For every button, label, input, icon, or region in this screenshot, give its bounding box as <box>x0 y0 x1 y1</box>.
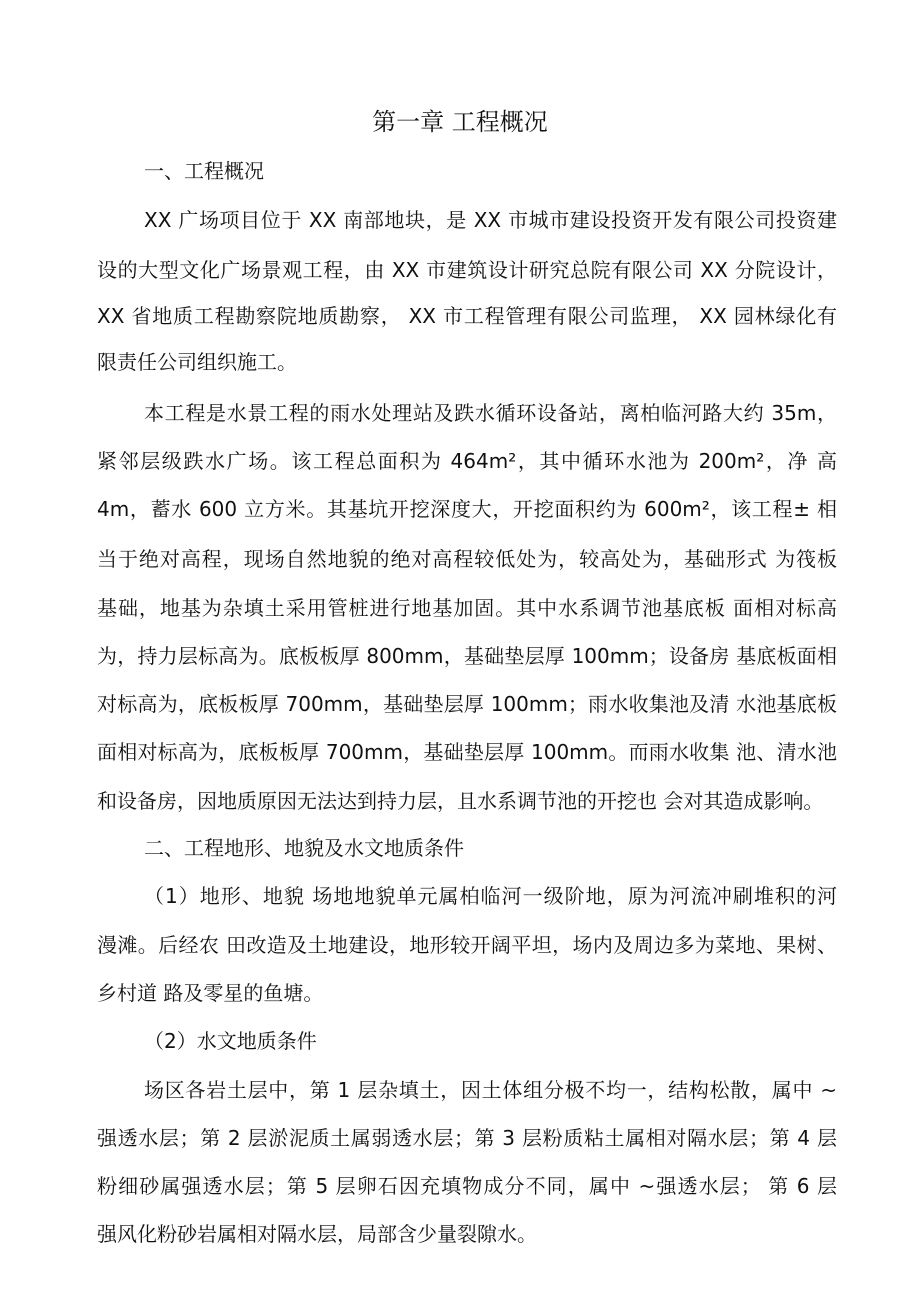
paragraph-line: 强透水层；第 2 层淤泥质土属弱透水层；第 3 层粉质粘土属相对隔水层；第 4 层 <box>97 1126 837 1150</box>
paragraph-line: 对标高为，底板板厚 700mm，基础垫层厚 100mm；雨水收集池及清 水池基底板 <box>97 692 837 716</box>
subsection-heading-hydrogeology: （2）水文地质条件 <box>144 1029 317 1053</box>
paragraph-line: （1）地形、地貌 场地地貌单元属柏临河一级阶地，原为河流冲刷堆积的河 <box>144 884 837 908</box>
section-heading-overview: 一、工程概况 <box>144 159 264 183</box>
paragraph-line: 当于绝对高程，现场自然地貌的绝对高程较低处为，较高处为，基础形式 为筏板 <box>97 547 837 571</box>
paragraph-line: XX 省地质工程勘察院地质勘察， XX 市工程管理有限公司监理， XX 园林绿化有 <box>97 304 837 328</box>
paragraph-line: XX 广场项目位于 XX 南部地块，是 XX 市城市建设投资开发有限公司投资建 <box>144 208 837 232</box>
chapter-title: 第一章 工程概况 <box>372 108 548 136</box>
paragraph-line: 和设备房，因地质原因无法达到持力层，且水系调节池的开挖也 会对其造成影响。 <box>97 789 824 813</box>
section-heading-terrain: 二、工程地形、地貌及水文地质条件 <box>144 836 464 860</box>
paragraph-line: 紧邻层级跌水广场。该工程总面积为 464m²，其中循环水池为 200m²，净 高 <box>97 449 837 473</box>
paragraph-line: 基础，地基为杂填土采用管桩进行地基加固。其中水系调节池基底板 面相对标高 <box>97 596 837 620</box>
paragraph-line: 限责任公司组织施工。 <box>97 350 297 374</box>
paragraph-line: 漫滩。后经农 田改造及土地建设，地形较开阔平坦，场内及周边多为菜地、果树、 <box>97 933 837 957</box>
paragraph-line: 粉细砂属强透水层；第 5 层卵石因充填物成分不同，属中 ~强透水层； 第 6 层 <box>97 1174 837 1198</box>
paragraph-line: 4m，蓄水 600 立方米。其基坑开挖深度大，开挖面积约为 600m²，该工程± 相 <box>97 497 837 521</box>
paragraph-line: 场区各岩土层中，第 1 层杂填土，因土体组分极不均一，结构松散，属中 ~ <box>144 1078 837 1102</box>
paragraph-line: 强风化粉砂岩属相对隔水层，局部含少量裂隙水。 <box>97 1222 537 1246</box>
paragraph-line: 乡村道 路及零星的鱼塘。 <box>97 981 324 1005</box>
paragraph-line: 设的大型文化广场景观工程，由 XX 市建筑设计研究总院有限公司 XX 分院设计， <box>97 258 837 282</box>
paragraph-line: 为，持力层标高为。底板板厚 800mm，基础垫层厚 100mm；设备房 基底板面相 <box>97 644 837 668</box>
paragraph-line: 面相对标高为，底板板厚 700mm，基础垫层厚 100mm。而雨水收集 池、清水池 <box>97 740 837 764</box>
paragraph-line: 本工程是水景工程的雨水处理站及跌水循环设备站，离柏临河路大约 35m， <box>144 401 837 425</box>
